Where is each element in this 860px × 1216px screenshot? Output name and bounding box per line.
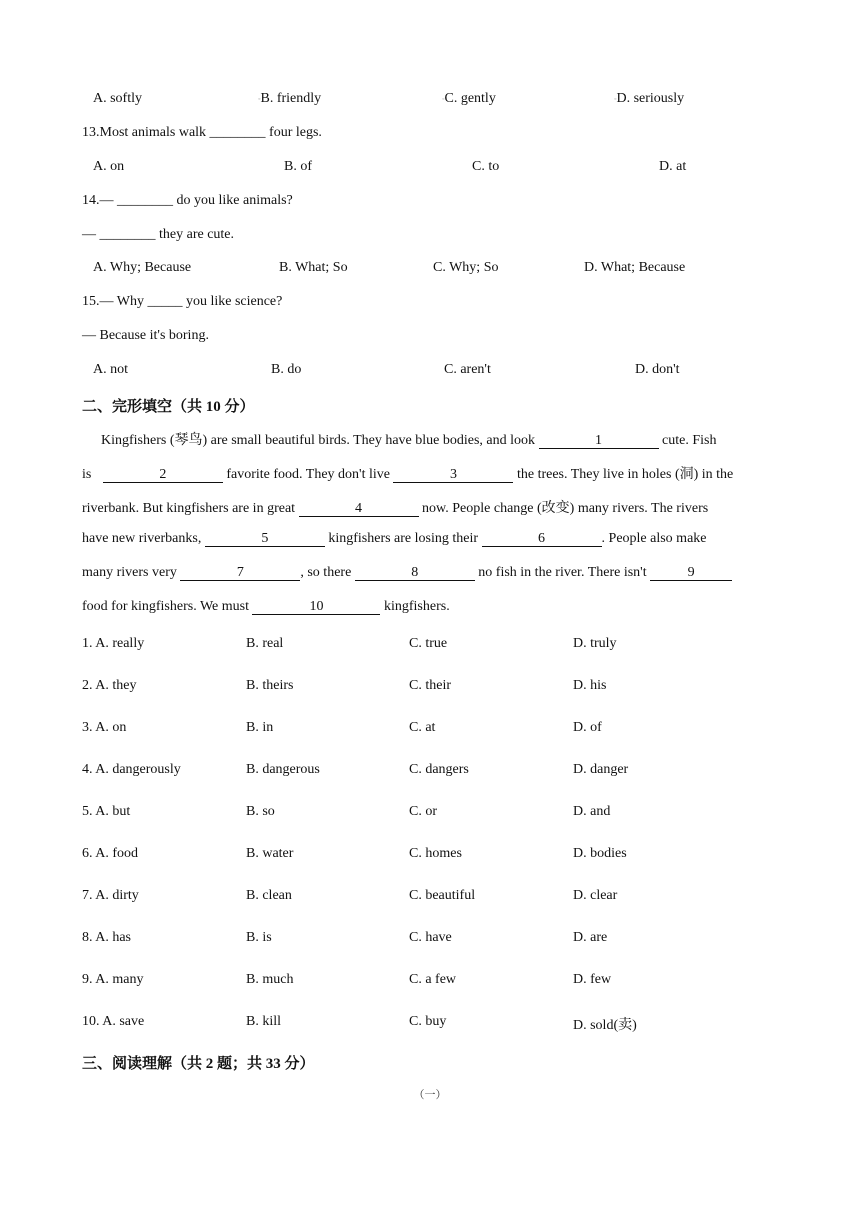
page-footer: （一）	[413, 1089, 447, 1101]
q14-option-d: D. What; Because	[584, 260, 686, 275]
cloze-item-2-option-c: C. their	[409, 678, 451, 693]
passage-line-6: food for kingfishers. We must 10 kingfishers.	[82, 599, 450, 614]
passage-line-4: have new riverbanks, 5 kingfishers are losing their 6 . People also make	[82, 531, 707, 546]
cloze-item-5-option-a: 5. A. but	[82, 804, 131, 819]
cloze-item-10-option-b: B. kill	[246, 1014, 282, 1029]
q13-stem: 13.Most animals walk ________ four legs.	[82, 125, 322, 140]
q12-option-a: A. softly	[93, 91, 142, 106]
cloze-item-9-option-a: 9. A. many	[82, 972, 144, 987]
cloze-item-3-option-c: C. at	[409, 720, 436, 735]
q14-option-b: B. What; So	[279, 260, 348, 275]
cloze-item-1-option-c: C. true	[409, 636, 448, 651]
cloze-item-5-option-c: C. or	[409, 804, 437, 819]
cloze-item-8-option-a: 8. A. has	[82, 930, 131, 945]
passage-line-5: many rivers very 7 , so there 8 no fish in the river. There isn't 9	[82, 565, 732, 581]
q12-option-b: ◦B. friendly	[258, 91, 322, 106]
cloze-item-6-option-b: B. water	[246, 846, 294, 861]
q12-option-d: ◦D. seriously	[614, 91, 685, 106]
q14-stem-reply: — ________ they are cute.	[82, 227, 235, 242]
q15-option-c: C. aren't	[444, 362, 491, 377]
cloze-item-3-option-d: D. of	[573, 720, 602, 735]
blank-2[interactable]: 2	[103, 468, 223, 483]
q15-stem-reply: — Because it's boring.	[82, 328, 209, 343]
section3-heading: 三、阅读理解（共 2 题；共 33 分）	[82, 1056, 315, 1072]
cloze-item-1-option-b: B. real	[246, 636, 284, 651]
passage-line-3: riverbank. But kingfishers are in great 4 now. People change (改变) many rivers. The rivers	[82, 501, 709, 516]
cloze-item-3-option-b: B. in	[246, 720, 274, 735]
tick-mark-icon: ◦	[442, 94, 445, 103]
cloze-item-5-option-b: B. so	[246, 804, 275, 819]
cloze-item-3-option-a: 3. A. on	[82, 720, 127, 735]
cloze-item-9-option-d: D. few	[573, 972, 612, 987]
q13-option-c: C. to	[472, 159, 500, 174]
cloze-item-6-option-c: C. homes	[409, 846, 462, 861]
q15-option-a: A. not	[93, 362, 128, 377]
q14-option-c: C. Why; So	[433, 260, 499, 275]
cloze-item-8-option-c: C. have	[409, 930, 452, 945]
cloze-item-7-option-a: 7. A. dirty	[82, 888, 139, 903]
blank-7[interactable]: 7	[180, 566, 300, 581]
passage-line-2: is 2 favorite food. They don't live 3 the trees. They live in holes (洞) in the	[82, 467, 734, 482]
q14-stem: 14.— ________ do you like animals?	[82, 193, 293, 208]
q15-stem: 15.— Why _____ you like science?	[82, 294, 283, 309]
blank-9[interactable]: 9	[650, 566, 732, 581]
cloze-item-4-option-d: D. danger	[573, 762, 629, 777]
cloze-item-6-option-d: D. bodies	[573, 846, 627, 861]
blank-6[interactable]: 6	[482, 532, 602, 547]
cloze-item-7-option-b: B. clean	[246, 888, 292, 903]
cloze-item-10-option-c: C. buy	[409, 1014, 447, 1029]
cloze-item-9-option-c: C. a few	[409, 972, 457, 987]
cloze-item-8-option-d: D. are	[573, 930, 608, 945]
cloze-item-7-option-c: C. beautiful	[409, 888, 476, 903]
blank-8[interactable]: 8	[355, 566, 475, 581]
q15-option-b: B. do	[271, 362, 302, 377]
cloze-item-2-option-b: B. theirs	[246, 678, 294, 693]
cloze-item-8-option-b: B. is	[246, 930, 272, 945]
cloze-item-9-option-b: B. much	[246, 972, 294, 987]
cloze-item-5-option-d: D. and	[573, 804, 611, 819]
cloze-item-2-option-d: D. his	[573, 678, 607, 693]
cloze-item-2-option-a: 2. A. they	[82, 678, 137, 693]
q12-option-c: ◦C. gently	[442, 91, 496, 106]
cloze-item-6-option-a: 6. A. food	[82, 846, 138, 861]
cloze-item-10-option-a: 10. A. save	[82, 1014, 145, 1029]
cloze-item-4-option-c: C. dangers	[409, 762, 469, 777]
tick-mark-icon: ◦	[258, 94, 261, 103]
blank-5[interactable]: 5	[205, 532, 325, 547]
q13-option-b: B. of	[284, 159, 312, 174]
tick-mark-icon: ◦	[614, 94, 617, 103]
cloze-item-1-option-d: D. truly	[573, 636, 617, 651]
cloze-item-10-option-d: D. sold(卖)	[573, 1018, 637, 1033]
blank-3[interactable]: 3	[393, 468, 513, 483]
q13-option-d: D. at	[659, 159, 687, 174]
cloze-item-4-option-a: 4. A. dangerously	[82, 762, 181, 777]
q14-option-a: A. Why; Because	[93, 260, 192, 275]
cloze-item-4-option-b: B. dangerous	[246, 762, 320, 777]
q15-option-d: D. don't	[635, 362, 680, 377]
cloze-item-1-option-a: 1. A. really	[82, 636, 145, 651]
blank-1[interactable]: 1	[539, 434, 659, 449]
cloze-item-7-option-d: D. clear	[573, 888, 618, 903]
q13-option-a: A. on	[93, 159, 125, 174]
section2-heading: 二、完形填空（共 10 分）	[82, 399, 255, 415]
passage-line-1: Kingfishers (琴鸟) are small beautiful birds. They have blue bodies, and look 1 cute. Fish	[101, 433, 717, 448]
blank-4[interactable]: 4	[299, 502, 419, 517]
blank-10[interactable]: 10	[252, 600, 380, 615]
